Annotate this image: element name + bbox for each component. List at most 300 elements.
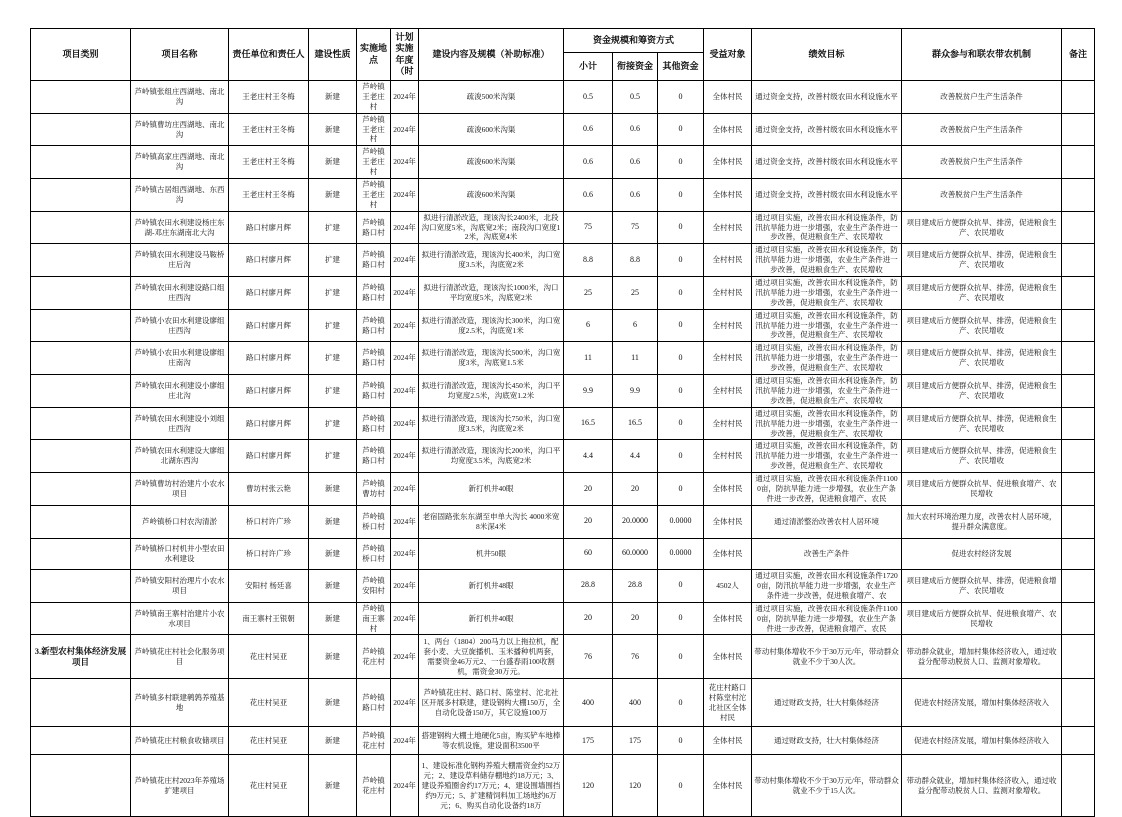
cell-responsible: 王老庄村王冬梅 bbox=[229, 113, 309, 146]
cell-linkage: 76 bbox=[613, 635, 658, 679]
cell-subtotal: 0.6 bbox=[564, 146, 613, 179]
cell-category: 3.新型农村集体经济发展项目 bbox=[31, 635, 131, 679]
cell-responsible: 路口村廖月辉 bbox=[229, 277, 309, 310]
cell-year: 2024年 bbox=[391, 342, 419, 375]
cell-content: 芦岭镇花庄村、路口村、陈堂村、沱北社区开展多村联建，建设钢构大棚150万，全自动化设备150万，其它设施100万 bbox=[419, 679, 564, 727]
cell-year: 2024年 bbox=[391, 505, 419, 538]
cell-beneficiary: 全村村民 bbox=[704, 309, 752, 342]
cell-responsible: 路口村廖月辉 bbox=[229, 342, 309, 375]
cell-content: 老宿固路张东东湖至申单大沟长 4000米宽8米深4米 bbox=[419, 505, 564, 538]
cell-location: 芦岭镇桥口村 bbox=[357, 505, 391, 538]
table-row bbox=[31, 244, 1095, 277]
cell-category bbox=[31, 407, 131, 440]
cell-responsible: 花庄村吴亚 bbox=[229, 727, 309, 755]
cell-remark bbox=[1062, 538, 1095, 569]
cell-name: 芦岭镇花庄村粮食收储项目 bbox=[131, 727, 229, 755]
cell-year: 2024年 bbox=[391, 635, 419, 679]
cell-participation: 改善脱贫户生产生活条件 bbox=[902, 81, 1062, 114]
cell-beneficiary: 全体村民 bbox=[704, 473, 752, 506]
cell-beneficiary: 全体村民 bbox=[704, 538, 752, 569]
cell-other: 0 bbox=[658, 440, 704, 473]
table-row bbox=[31, 407, 1095, 440]
cell-location: 芦岭镇花庄村 bbox=[357, 635, 391, 679]
cell-beneficiary: 全村村民 bbox=[704, 211, 752, 244]
cell-location: 芦岭镇曹坊村 bbox=[357, 473, 391, 506]
cell-responsible: 花庄村吴亚 bbox=[229, 679, 309, 727]
cell-year: 2024年 bbox=[391, 277, 419, 310]
cell-participation: 促进农村经济发展 bbox=[902, 538, 1062, 569]
cell-performance: 通过财政支持，壮大村集体经济 bbox=[752, 679, 902, 727]
cell-beneficiary: 全体村民 bbox=[704, 727, 752, 755]
cell-category bbox=[31, 727, 131, 755]
cell-nature: 新建 bbox=[309, 146, 357, 179]
cell-subtotal: 120 bbox=[564, 755, 613, 817]
cell-name: 芦岭镇农田水利建设小廖组庄北沟 bbox=[131, 375, 229, 408]
cell-remark bbox=[1062, 146, 1095, 179]
table-body bbox=[31, 81, 1095, 817]
cell-content: 1、两台（1804）200马力以上拖拉机，配套小麦、大豆旋播机、玉米播种机两套，需要资金46万元2、一台盛春雨100收割机，需资金30万元。 bbox=[419, 635, 564, 679]
table-row bbox=[31, 538, 1095, 569]
cell-category bbox=[31, 146, 131, 179]
cell-linkage: 400 bbox=[613, 679, 658, 727]
cell-responsible: 路口村廖月辉 bbox=[229, 211, 309, 244]
cell-nature: 扩建 bbox=[309, 440, 357, 473]
cell-performance: 通过清淤整治改善农村人居环境 bbox=[752, 505, 902, 538]
header-construction-nature: 建设性质 bbox=[309, 29, 357, 81]
cell-nature: 新建 bbox=[309, 679, 357, 727]
cell-location: 芦岭镇王老庄村 bbox=[357, 179, 391, 212]
cell-remark bbox=[1062, 211, 1095, 244]
cell-linkage: 20 bbox=[613, 602, 658, 635]
cell-remark bbox=[1062, 602, 1095, 635]
cell-nature: 扩建 bbox=[309, 407, 357, 440]
cell-year: 2024年 bbox=[391, 602, 419, 635]
cell-participation: 改善脱贫户生产生活条件 bbox=[902, 179, 1062, 212]
cell-location: 芦岭镇南王寨村 bbox=[357, 602, 391, 635]
cell-content: 拟进行清淤改造，现该沟长750米，沟口宽度3.5米，沟底宽2米 bbox=[419, 407, 564, 440]
cell-other: 0 bbox=[658, 342, 704, 375]
cell-beneficiary: 花庄村路口村陈堂村沱北社区全体村民 bbox=[704, 679, 752, 727]
cell-other: 0 bbox=[658, 375, 704, 408]
cell-subtotal: 20 bbox=[564, 473, 613, 506]
cell-beneficiary: 4502人 bbox=[704, 569, 752, 602]
cell-beneficiary: 全体村民 bbox=[704, 635, 752, 679]
cell-performance: 通过项目实施，改善农田水利设施条件，防汛抗旱能力进一步增强，农业生产条件进一步改善，促进粮食生产、农民增收 bbox=[752, 375, 902, 408]
cell-location: 芦岭镇路口村 bbox=[357, 375, 391, 408]
table-row bbox=[31, 635, 1095, 679]
cell-category bbox=[31, 473, 131, 506]
cell-year: 2024年 bbox=[391, 211, 419, 244]
cell-year: 2024年 bbox=[391, 146, 419, 179]
cell-remark bbox=[1062, 113, 1095, 146]
cell-subtotal: 25 bbox=[564, 277, 613, 310]
cell-name: 芦岭镇桥口村机井小型农田水利建设 bbox=[131, 538, 229, 569]
cell-year: 2024年 bbox=[391, 440, 419, 473]
cell-name: 芦岭镇多村联建鹌鹑养殖基地 bbox=[131, 679, 229, 727]
cell-beneficiary: 全体村民 bbox=[704, 505, 752, 538]
cell-location: 芦岭镇路口村 bbox=[357, 440, 391, 473]
cell-content: 拟进行清淤改造，现该沟长200米，沟口平均宽度3.5米，沟底宽2米 bbox=[419, 440, 564, 473]
cell-content: 疏浚600米沟渠 bbox=[419, 179, 564, 212]
cell-participation: 项目建成后方便群众抗旱、促进粮食增产、农民增收 bbox=[902, 602, 1062, 635]
header-plan-year: 计划实施年度（时 bbox=[391, 29, 419, 81]
project-table bbox=[30, 28, 1095, 817]
cell-linkage: 60.0000 bbox=[613, 538, 658, 569]
cell-other: 0 bbox=[658, 473, 704, 506]
cell-remark bbox=[1062, 440, 1095, 473]
cell-linkage: 0.6 bbox=[613, 179, 658, 212]
cell-linkage: 6 bbox=[613, 309, 658, 342]
cell-linkage: 0.6 bbox=[613, 113, 658, 146]
cell-responsible: 路口村廖月辉 bbox=[229, 244, 309, 277]
cell-linkage: 120 bbox=[613, 755, 658, 817]
cell-other: 0 bbox=[658, 113, 704, 146]
cell-year: 2024年 bbox=[391, 179, 419, 212]
cell-location: 芦岭镇路口村 bbox=[357, 309, 391, 342]
cell-location: 芦岭镇路口村 bbox=[357, 244, 391, 277]
cell-name: 芦岭镇农田水利建设大廖组北湖东西沟 bbox=[131, 440, 229, 473]
cell-remark bbox=[1062, 407, 1095, 440]
cell-nature: 扩建 bbox=[309, 342, 357, 375]
cell-name: 芦岭镇农田水利建设路口组庄西沟 bbox=[131, 277, 229, 310]
cell-year: 2024年 bbox=[391, 538, 419, 569]
cell-nature: 新建 bbox=[309, 81, 357, 114]
cell-year: 2024年 bbox=[391, 755, 419, 817]
cell-nature: 扩建 bbox=[309, 211, 357, 244]
header-location: 实施地点 bbox=[357, 29, 391, 81]
cell-performance: 通过项目实施，改善农田水利设施条件11000亩，防抗旱能力进一步增强，农业生产条件进一步改善，促进粮食增产、农民 bbox=[752, 473, 902, 506]
cell-performance: 通过项目实施，改善农田水利设施条件，防汛抗旱能力进一步增强，农业生产条件进一步改善，促进粮食生产、农民增收 bbox=[752, 407, 902, 440]
cell-linkage: 11 bbox=[613, 342, 658, 375]
cell-name: 芦岭镇农田水利建设小刘组庄西沟 bbox=[131, 407, 229, 440]
cell-responsible: 安阳村 杨廷喜 bbox=[229, 569, 309, 602]
cell-subtotal: 9.9 bbox=[564, 375, 613, 408]
cell-other: 0 bbox=[658, 81, 704, 114]
cell-subtotal: 4.4 bbox=[564, 440, 613, 473]
cell-linkage: 75 bbox=[613, 211, 658, 244]
cell-beneficiary: 全村村民 bbox=[704, 375, 752, 408]
table-row bbox=[31, 277, 1095, 310]
cell-location: 芦岭镇王老庄村 bbox=[357, 81, 391, 114]
cell-other: 0 bbox=[658, 277, 704, 310]
cell-name: 芦岭镇小农田水利建设廖组庄西沟 bbox=[131, 309, 229, 342]
table-row bbox=[31, 375, 1095, 408]
cell-remark bbox=[1062, 342, 1095, 375]
cell-location: 芦岭镇花庄村 bbox=[357, 755, 391, 817]
table-row bbox=[31, 473, 1095, 506]
cell-name: 芦岭镇高家庄西湖地、南北沟 bbox=[131, 146, 229, 179]
cell-subtotal: 76 bbox=[564, 635, 613, 679]
cell-participation: 带动群众就业，增加村集体经济收入，通过收益分配带动脱贫人口、监测对象增收。 bbox=[902, 755, 1062, 817]
cell-location: 芦岭镇路口村 bbox=[357, 342, 391, 375]
cell-subtotal: 60 bbox=[564, 538, 613, 569]
cell-nature: 新建 bbox=[309, 635, 357, 679]
cell-other: 0 bbox=[658, 635, 704, 679]
cell-other: 0 bbox=[658, 569, 704, 602]
cell-linkage: 25 bbox=[613, 277, 658, 310]
cell-content: 疏浚500米沟渠 bbox=[419, 81, 564, 114]
cell-year: 2024年 bbox=[391, 569, 419, 602]
cell-content: 拟进行清淤改造，现该沟长1000米，沟口平均宽度5米，沟底宽2米 bbox=[419, 277, 564, 310]
header-participation: 群众参与和联农带农机制 bbox=[902, 29, 1062, 81]
cell-other: 0 bbox=[658, 602, 704, 635]
cell-performance: 通过项目实施，改善农田水利设施条件17200亩，防汛抗旱能力进一步增强，农业生产条件进一步改善，促进粮食增产、农 bbox=[752, 569, 902, 602]
cell-category bbox=[31, 569, 131, 602]
cell-subtotal: 20 bbox=[564, 505, 613, 538]
cell-category bbox=[31, 309, 131, 342]
cell-nature: 新建 bbox=[309, 538, 357, 569]
table-row bbox=[31, 211, 1095, 244]
cell-year: 2024年 bbox=[391, 679, 419, 727]
cell-performance: 通过项目实施，改善农田水利设施条件，防汛抗旱能力进一步增强，农业生产条件进一步改善，促进粮食生产、农民增收 bbox=[752, 244, 902, 277]
cell-responsible: 路口村廖月辉 bbox=[229, 440, 309, 473]
cell-location: 芦岭镇王老庄村 bbox=[357, 146, 391, 179]
cell-subtotal: 28.8 bbox=[564, 569, 613, 602]
cell-nature: 新建 bbox=[309, 505, 357, 538]
cell-participation: 项目建成后方便群众抗旱、排涝，促进粮食生产、农民增收 bbox=[902, 211, 1062, 244]
cell-year: 2024年 bbox=[391, 375, 419, 408]
cell-performance: 通过资金支持，改善村级农田水利设施水平 bbox=[752, 81, 902, 114]
cell-remark bbox=[1062, 244, 1095, 277]
cell-other: 0 bbox=[658, 179, 704, 212]
cell-nature: 新建 bbox=[309, 179, 357, 212]
cell-participation: 项目建成后方便群众抗旱、排涝，促进粮食生产、农民增收 bbox=[902, 375, 1062, 408]
header-remark: 备注 bbox=[1062, 29, 1095, 81]
cell-category bbox=[31, 440, 131, 473]
cell-responsible: 王老庄村王冬梅 bbox=[229, 179, 309, 212]
cell-location: 芦岭镇桥口村 bbox=[357, 538, 391, 569]
cell-category bbox=[31, 277, 131, 310]
cell-content: 1、建设标准化钢构养殖大棚需资金约52万元；2、建设草料储存棚地约18万元；3、建设养殖圈舍约17万元；4、建设围墙围挡约9万元；5、扩建精饲料加工场地约6万元；6、购买自动化设备约18万 bbox=[419, 755, 564, 817]
cell-responsible: 路口村廖月辉 bbox=[229, 309, 309, 342]
cell-remark bbox=[1062, 309, 1095, 342]
cell-content: 拟进行清淤改造，现该沟长400米，沟口宽度3.5米，沟底宽2米 bbox=[419, 244, 564, 277]
cell-nature: 新建 bbox=[309, 755, 357, 817]
cell-name: 芦岭镇花庄村社会化服务项目 bbox=[131, 635, 229, 679]
cell-linkage: 0.5 bbox=[613, 81, 658, 114]
table-row bbox=[31, 679, 1095, 727]
cell-participation: 加大农村环境治理力度，改善农村人居环境，提升群众满意度。 bbox=[902, 505, 1062, 538]
cell-performance: 通过项目实施，改善农田水利设施条件，防汛抗旱能力进一步增强，农业生产条件进一步改善，促进粮食生产、农民增收 bbox=[752, 277, 902, 310]
cell-beneficiary: 全体村民 bbox=[704, 602, 752, 635]
cell-name: 芦岭镇桥口村农沟清淤 bbox=[131, 505, 229, 538]
cell-responsible: 花庄村吴亚 bbox=[229, 755, 309, 817]
cell-location: 芦岭镇路口村 bbox=[357, 679, 391, 727]
cell-performance: 通过项目实施，改善农田水利设施条件，防汛抗旱能力进一步增强，农业生产条件进一步改善，促进粮食生产、农民增收 bbox=[752, 211, 902, 244]
cell-year: 2024年 bbox=[391, 113, 419, 146]
cell-remark bbox=[1062, 375, 1095, 408]
cell-location: 芦岭镇王老庄村 bbox=[357, 113, 391, 146]
cell-linkage: 9.9 bbox=[613, 375, 658, 408]
cell-category bbox=[31, 755, 131, 817]
cell-nature: 新建 bbox=[309, 113, 357, 146]
cell-linkage: 175 bbox=[613, 727, 658, 755]
cell-other: 0 bbox=[658, 211, 704, 244]
cell-performance: 通过财政支持，壮大村集体经济 bbox=[752, 727, 902, 755]
table-row bbox=[31, 440, 1095, 473]
cell-category bbox=[31, 179, 131, 212]
cell-subtotal: 0.6 bbox=[564, 113, 613, 146]
table-row bbox=[31, 727, 1095, 755]
table-row bbox=[31, 342, 1095, 375]
cell-category bbox=[31, 375, 131, 408]
cell-category bbox=[31, 679, 131, 727]
cell-beneficiary: 全村村民 bbox=[704, 244, 752, 277]
cell-participation: 改善脱贫户生产生活条件 bbox=[902, 113, 1062, 146]
cell-linkage: 20.0000 bbox=[613, 505, 658, 538]
cell-responsible: 王老庄村王冬梅 bbox=[229, 146, 309, 179]
cell-remark bbox=[1062, 179, 1095, 212]
cell-other: 0 bbox=[658, 146, 704, 179]
cell-responsible: 路口村廖月辉 bbox=[229, 407, 309, 440]
cell-performance: 通过项目实施，改善农田水利设施条件，防汛抗旱能力进一步增强，农业生产条件进一步改善，促进粮食生产、农民增收 bbox=[752, 309, 902, 342]
cell-responsible: 曹坊村张云艳 bbox=[229, 473, 309, 506]
cell-name: 芦岭镇南王寨村治建片小农水项目 bbox=[131, 602, 229, 635]
cell-category bbox=[31, 538, 131, 569]
cell-content: 新打机井40眼 bbox=[419, 473, 564, 506]
cell-linkage: 8.8 bbox=[613, 244, 658, 277]
cell-responsible: 花庄村吴亚 bbox=[229, 635, 309, 679]
cell-location: 芦岭镇路口村 bbox=[357, 407, 391, 440]
cell-content: 拟进行清淤改造，现该沟长450米，沟口平均宽度2.5米，沟底宽1.2米 bbox=[419, 375, 564, 408]
cell-subtotal: 75 bbox=[564, 211, 613, 244]
cell-remark bbox=[1062, 755, 1095, 817]
cell-remark bbox=[1062, 569, 1095, 602]
header-responsible: 责任单位和责任人 bbox=[229, 29, 309, 81]
cell-content: 机井50眼 bbox=[419, 538, 564, 569]
cell-beneficiary: 全村村民 bbox=[704, 440, 752, 473]
cell-category bbox=[31, 81, 131, 114]
cell-participation: 项目建成后方便群众抗旱、排涝，促进粮食生产、农民增收 bbox=[902, 309, 1062, 342]
cell-participation: 项目建成后方便群众抗旱、排涝，促进粮食生产、农民增收 bbox=[902, 407, 1062, 440]
header-project-category: 项目类别 bbox=[31, 29, 131, 81]
header-project-name: 项目名称 bbox=[131, 29, 229, 81]
cell-nature: 扩建 bbox=[309, 244, 357, 277]
cell-beneficiary: 全体村民 bbox=[704, 146, 752, 179]
header-content: 建设内容及规模（补助标准） bbox=[419, 29, 564, 81]
cell-nature: 新建 bbox=[309, 473, 357, 506]
cell-participation: 项目建成后方便群众抗旱、排涝，促进粮食生产、农民增收 bbox=[902, 244, 1062, 277]
cell-other: 0 bbox=[658, 309, 704, 342]
cell-linkage: 0.6 bbox=[613, 146, 658, 179]
table-row bbox=[31, 81, 1095, 114]
cell-responsible: 桥口村许广珍 bbox=[229, 538, 309, 569]
cell-beneficiary: 全体村民 bbox=[704, 113, 752, 146]
cell-content: 拟进行清淤改造，现该沟长500米，沟口宽度3米，沟底宽1.5米 bbox=[419, 342, 564, 375]
cell-beneficiary: 全体村民 bbox=[704, 755, 752, 817]
cell-remark bbox=[1062, 727, 1095, 755]
cell-other: 0 bbox=[658, 755, 704, 817]
cell-responsible: 桥口村许广珍 bbox=[229, 505, 309, 538]
cell-responsible: 南王寨村王银朝 bbox=[229, 602, 309, 635]
cell-content: 新打机井48眼 bbox=[419, 569, 564, 602]
cell-performance: 通过资金支持，改善村级农田水利设施水平 bbox=[752, 113, 902, 146]
cell-name: 芦岭镇农田水利建设杨庄东湖-邓庄东湖南北大沟 bbox=[131, 211, 229, 244]
table-row bbox=[31, 179, 1095, 212]
cell-performance: 通过项目实施，改善农田水利设施条件11000亩，防抗旱能力进一步增强，农业生产条件进一步改善，促进粮食增产、农民 bbox=[752, 602, 902, 635]
cell-performance: 通过资金支持，改善村级农田水利设施水平 bbox=[752, 146, 902, 179]
cell-name: 芦岭镇花庄村2023年养殖场扩建项目 bbox=[131, 755, 229, 817]
cell-other: 0 bbox=[658, 244, 704, 277]
cell-performance: 带动村集体增收不少于30万元/年，带动群众就业不少于15人次。 bbox=[752, 755, 902, 817]
cell-responsible: 路口村廖月辉 bbox=[229, 375, 309, 408]
cell-name: 芦岭镇曹坊庄西湖地、南北沟 bbox=[131, 113, 229, 146]
cell-nature: 新建 bbox=[309, 602, 357, 635]
cell-content: 拟进行清淤改造，现该沟长300米，沟口宽度2.5米，沟底宽1米 bbox=[419, 309, 564, 342]
header-subtotal: 小计 bbox=[564, 53, 613, 81]
cell-linkage: 28.8 bbox=[613, 569, 658, 602]
table-row bbox=[31, 505, 1095, 538]
header-funding-group: 资金规模和筹资方式 bbox=[564, 29, 704, 53]
cell-category bbox=[31, 342, 131, 375]
cell-name: 芦岭镇小农田水利建设廖组庄南沟 bbox=[131, 342, 229, 375]
cell-nature: 扩建 bbox=[309, 375, 357, 408]
table-row bbox=[31, 602, 1095, 635]
cell-content: 疏浚600米沟渠 bbox=[419, 146, 564, 179]
cell-participation: 项目建成后方便群众抗旱、排涝，促进粮食生产、农民增收 bbox=[902, 440, 1062, 473]
cell-remark bbox=[1062, 505, 1095, 538]
cell-remark bbox=[1062, 679, 1095, 727]
cell-performance: 带动村集体增收不少于30万元/年，带动群众就业不少于30人次。 bbox=[752, 635, 902, 679]
cell-year: 2024年 bbox=[391, 407, 419, 440]
cell-participation: 项目建成后方便群众抗旱、排涝，促进粮食生产、农民增收 bbox=[902, 342, 1062, 375]
cell-remark bbox=[1062, 473, 1095, 506]
table-row bbox=[31, 146, 1095, 179]
cell-content: 新打机井40眼 bbox=[419, 602, 564, 635]
cell-category bbox=[31, 505, 131, 538]
header-linkage-funds: 衔接资金 bbox=[613, 53, 658, 81]
cell-beneficiary: 全体村民 bbox=[704, 179, 752, 212]
cell-remark bbox=[1062, 81, 1095, 114]
cell-participation: 促进农村经济发展，增加村集体经济收入 bbox=[902, 679, 1062, 727]
cell-linkage: 16.5 bbox=[613, 407, 658, 440]
cell-subtotal: 20 bbox=[564, 602, 613, 635]
cell-nature: 新建 bbox=[309, 727, 357, 755]
header-beneficiary: 受益对象 bbox=[704, 29, 752, 81]
cell-other: 0 bbox=[658, 727, 704, 755]
cell-year: 2024年 bbox=[391, 727, 419, 755]
cell-location: 芦岭镇路口村 bbox=[357, 277, 391, 310]
table-row bbox=[31, 755, 1095, 817]
cell-linkage: 20 bbox=[613, 473, 658, 506]
cell-name: 芦岭镇农田水利建设马鞍桥庄后沟 bbox=[131, 244, 229, 277]
cell-content: 拟进行清淤改造，现该沟长2400米，北段沟口宽度5米，沟底宽2米；南段沟口宽度12米，沟底宽4米 bbox=[419, 211, 564, 244]
cell-performance: 改善生产条件 bbox=[752, 538, 902, 569]
table-row bbox=[31, 113, 1095, 146]
cell-beneficiary: 全体村民 bbox=[704, 81, 752, 114]
cell-other: 0 bbox=[658, 407, 704, 440]
cell-category bbox=[31, 244, 131, 277]
cell-performance: 通过资金支持，改善村级农田水利设施水平 bbox=[752, 179, 902, 212]
cell-category bbox=[31, 602, 131, 635]
header-performance: 绩效目标 bbox=[752, 29, 902, 81]
cell-content: 搭建钢构大棚土地硬化5亩，购买铲车地棒等农机设施，建设面积3500平 bbox=[419, 727, 564, 755]
cell-nature: 扩建 bbox=[309, 277, 357, 310]
cell-category bbox=[31, 211, 131, 244]
cell-name: 芦岭镇古居组西湖地、东西沟 bbox=[131, 179, 229, 212]
cell-participation: 项目建成后方便群众抗旱、排涝，促进粮食生产、农民增收 bbox=[902, 277, 1062, 310]
cell-subtotal: 400 bbox=[564, 679, 613, 727]
cell-nature: 扩建 bbox=[309, 309, 357, 342]
cell-year: 2024年 bbox=[391, 309, 419, 342]
table-row bbox=[31, 309, 1095, 342]
cell-beneficiary: 全村村民 bbox=[704, 407, 752, 440]
cell-subtotal: 6 bbox=[564, 309, 613, 342]
header-other-funds: 其他资金 bbox=[658, 53, 704, 81]
cell-other: 0 bbox=[658, 679, 704, 727]
cell-participation: 项目建成后方便群众抗旱、排涝，促进粮食增产、农民增收 bbox=[902, 569, 1062, 602]
cell-linkage: 4.4 bbox=[613, 440, 658, 473]
